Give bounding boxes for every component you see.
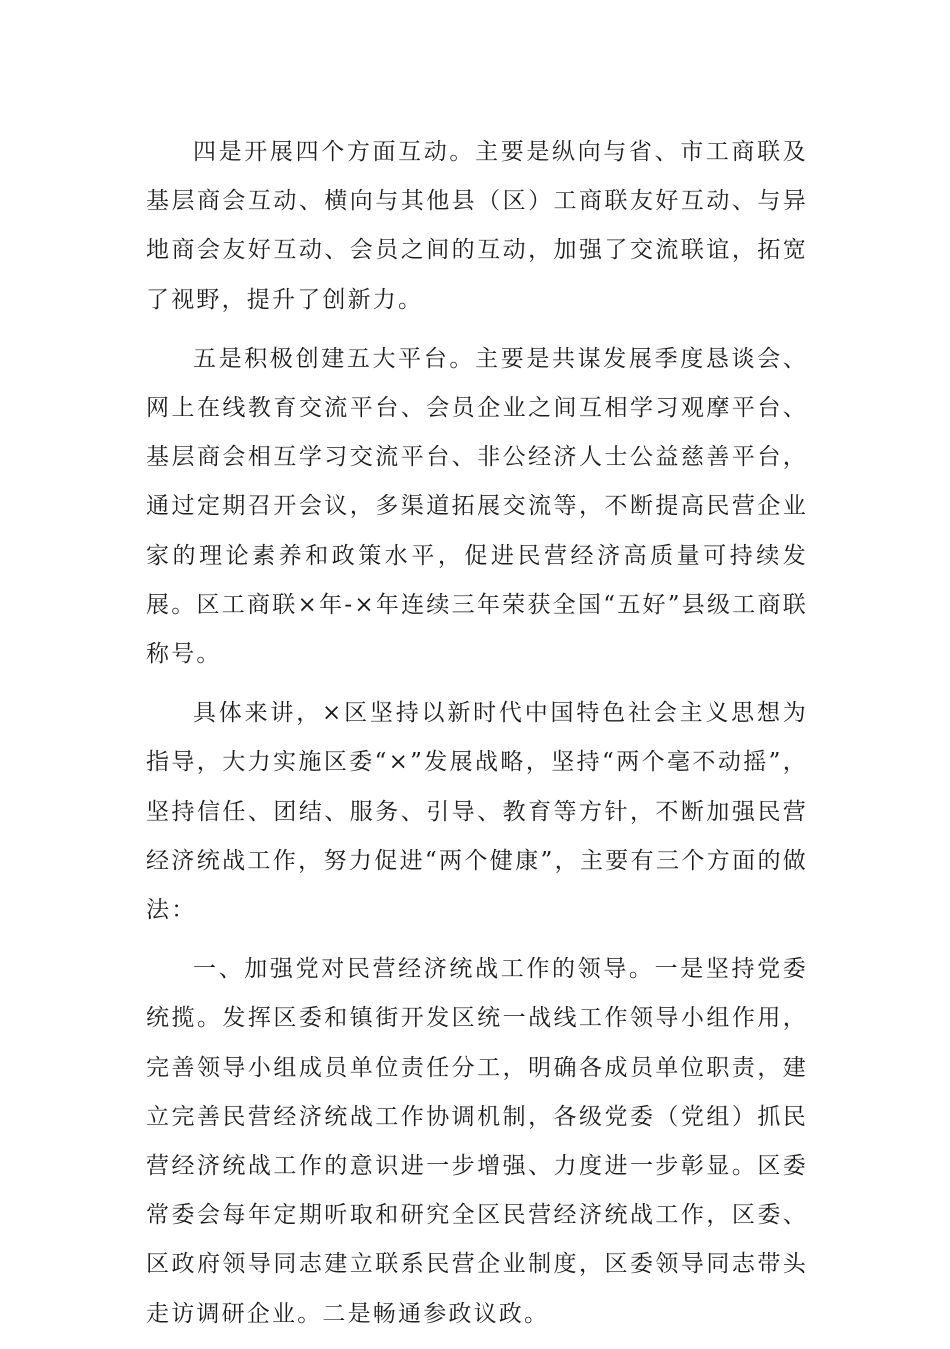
document-body <box>146 128 808 1349</box>
paragraph-specifics: 具体来讲，×区坚持以新时代中国特色社会主义思想为指导，大力实施区委“×”发展战略，坚持“两个毫不动摇”，坚持信任、团结、服务、引导、教育等方针，不断加强民营经济统战工作，努力促进“两个健康”，主要有三个方面的做法： <box>146 700 808 924</box>
paragraph-party-leadership: 一、加强党对民营经济统战工作的领导。一是坚持党委统揽。发挥区委和镇街开发区统一战线工作领导小组作用，完善领导小组成员单位责任分工，明确各成员单位职责，建立完善民营经济统战工作协调机制，各级党委（党组）抓民营经济统战工作的意识进一步增强、力度进一步彰显。区委常委会每年定期听取和研究全区民营经济统战工作，区委、区政府领导同志建立联系民营企业制度，区委领导同志带头走访调研企业。二是畅通参政议政。 <box>146 956 808 1327</box>
paragraph-four-interactions: 四是开展四个方面互动。主要是纵向与省、市工商联及基层商会互动、横向与其他县（区）工商联友好互动、与异地商会友好互动、会员之间的互动，加强了交流联谊，拓宽了视野，提升了创新力。 <box>146 139 808 313</box>
paragraph-five-platforms: 五是积极创建五大平台。主要是共谋发展季度恳谈会、网上在线教育交流平台、会员企业之间互相学习观摩平台、基层商会相互学习交流平台、非公经济人士公益慈善平台，通过定期召开会议，多渠道拓展交流等，不断提高民营企业家的理论素养和政策水平，促进民营经济高质量可持续发展。区工商联×年-×年连续三年荣获全国“五好”县级工商联称号。 <box>146 345 808 668</box>
